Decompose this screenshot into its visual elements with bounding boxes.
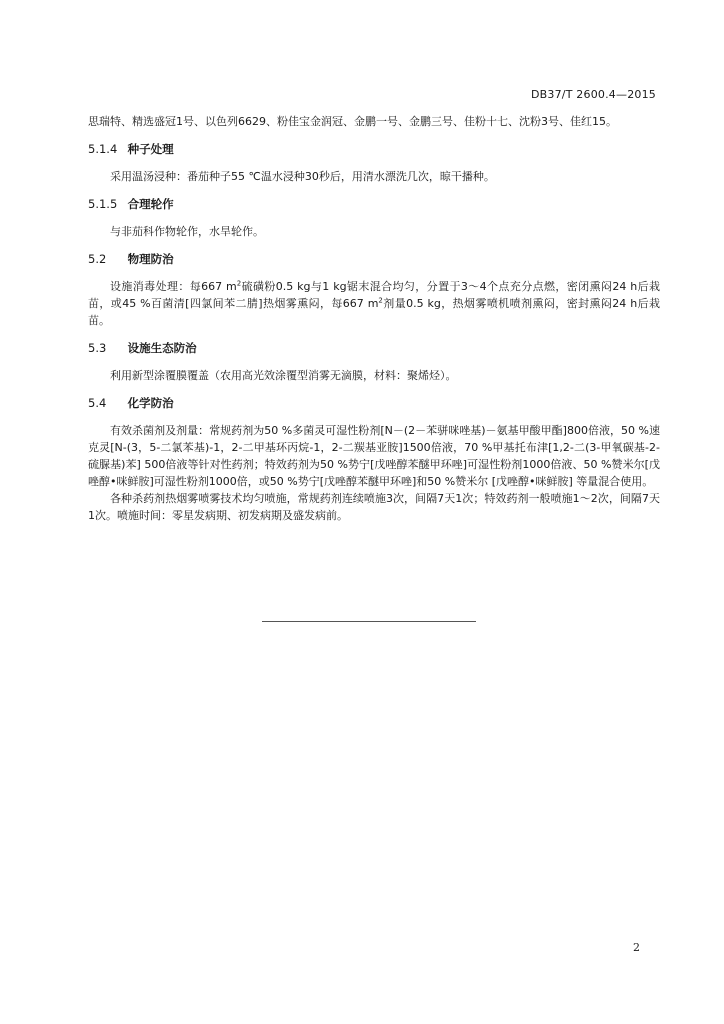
paragraph-physical-control [88, 278, 660, 329]
heading-5-1-4 [88, 141, 660, 158]
end-of-text-rule [262, 621, 476, 622]
paragraph-crop-rotation: 与非茄科作物轮作，水旱轮作。 [110, 225, 264, 238]
page-content [88, 113, 660, 524]
superscript: 2 [378, 296, 383, 305]
heading-number: 5.1.4 [88, 142, 118, 156]
heading-number: 5.2 [88, 252, 107, 266]
page-number: 2 [633, 941, 640, 954]
heading-title: 化学防治 [127, 396, 174, 410]
heading-title: 种子处理 [127, 142, 174, 156]
heading-5-2 [88, 251, 660, 268]
text-part: 硫磺粉0.5 kg与1 kg锯末混合均匀，分置于3～4个点充分点燃，密闭熏闷24 h后栽苗，或45 %百菌清[四氯间苯二腈]热烟雾熏闷，每667 m [88, 280, 660, 310]
heading-number: 5.3 [88, 341, 107, 355]
heading-title: 物理防治 [127, 252, 174, 266]
paragraph-seed-treatment: 采用温汤浸种：番茄种子55 ℃温水浸种30秒后，用清水漂洗几次，晾干播种。 [110, 170, 495, 183]
paragraph-ecological-control: 利用新型涂覆膜覆盖（农用高光效涂覆型消雾无滴膜，材料：聚烯烃）。 [110, 369, 457, 382]
text-part: 设施消毒处理：每667 m [110, 280, 237, 293]
heading-title: 设施生态防治 [127, 341, 197, 355]
superscript: 2 [236, 279, 242, 288]
text-part: 剂量0.5 kg，热烟雾喷机喷剂熏闷，密封熏闷24 h后栽苗。 [88, 297, 660, 327]
intro-paragraph: 思瑞特、精选盛冠1号、以色列6629、粉佳宝金润冠、金鹏一号、金鹏三号、佳粉十七、沈粉3号、佳红15。 [88, 115, 617, 128]
heading-number: 5.1.5 [88, 197, 118, 211]
paragraph-chemical-agents: 有效杀菌剂及剂量：常规药剂为50 %多菌灵可湿性粉剂[N－(2－苯骈咪唑基)－氨基甲酸甲酯]800倍液，50 %速克灵[N-(3，5-二氯苯基)-1，2-二甲基环丙烷-1，2-二羰基亚胺]1500倍液，70 %甲基托布津[1,2-二(3-甲氧碳基-2-硫脲基)苯] 500倍液等针对性药剂；特效药剂为50 %势宁[戊唑醇苯醚甲环唑]可湿性粉剂1000倍液、50 %赞米尔[戊唑醇•咪鲜胺]可湿性粉剂1000倍，或50 %势宁[戊唑醇苯醚甲环唑]和50 %赞米尔 [戊唑醇•咪鲜胺] 等量混合使用。 [88, 424, 660, 488]
heading-title: 合理轮作 [127, 197, 174, 211]
heading-5-3 [88, 340, 660, 357]
paragraph-spray-schedule: 各种杀药剂热烟雾喷雾技术均匀喷施，常规药剂连续喷施3次，间隔7天1次；特效药剂一般喷施1～2次，间隔7天1次。喷施时间：零星发病期、初发病期及盛发病前。 [88, 492, 660, 522]
heading-5-4 [88, 395, 660, 412]
heading-5-1-5 [88, 196, 660, 213]
document-code: DB37/T 2600.4—2015 [530, 88, 656, 101]
heading-number: 5.4 [88, 396, 107, 410]
